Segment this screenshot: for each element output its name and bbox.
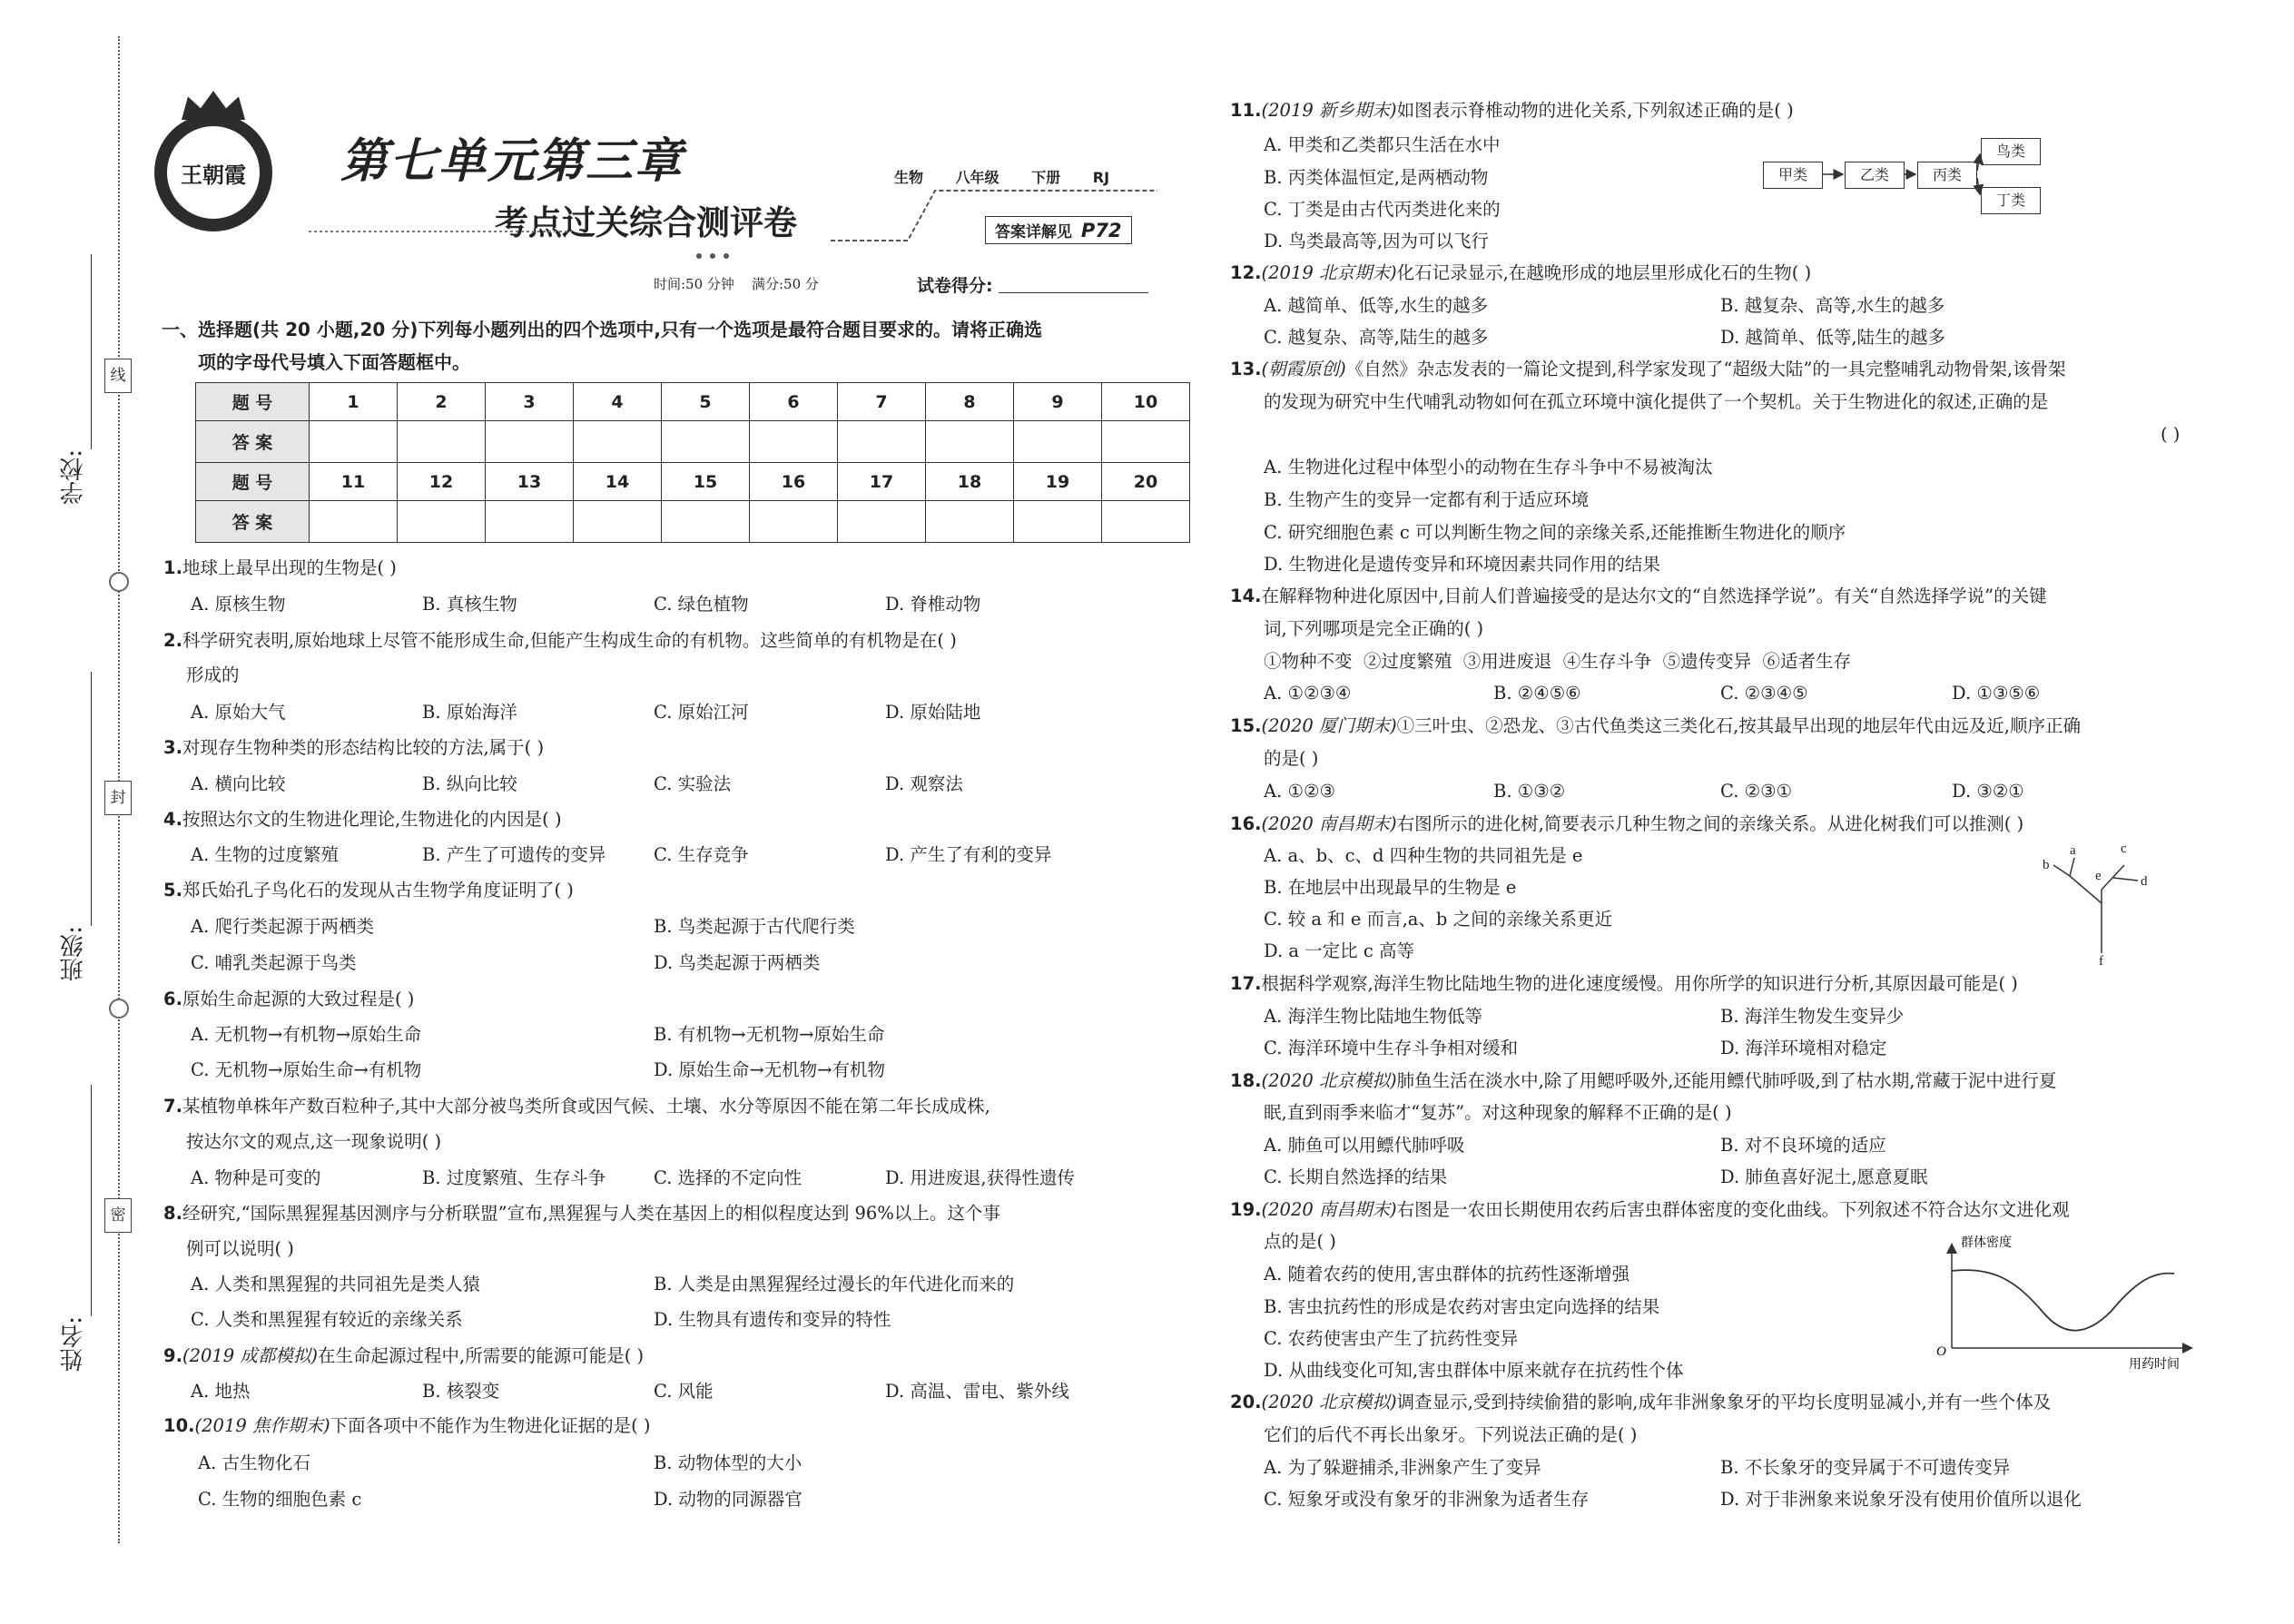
q9-option-b[interactable]: B. 核裂变 bbox=[422, 1381, 500, 1402]
answer-cell[interactable] bbox=[398, 421, 486, 463]
q9-option-a[interactable]: A. 地热 bbox=[191, 1381, 251, 1402]
q19-option-a[interactable]: A. 随着农药的使用,害虫群体的抗药性逐渐增强 bbox=[1264, 1264, 1630, 1284]
q11-option-b[interactable]: B. 丙类体温恒定,是两栖动物 bbox=[1264, 167, 1489, 188]
school-blank-line[interactable] bbox=[91, 254, 92, 449]
q6-option-c[interactable]: C. 无机物→原始生命→有机物 bbox=[191, 1059, 422, 1080]
q6-option-b[interactable]: B. 有机物→无机物→原始生命 bbox=[654, 1024, 885, 1045]
q17-option-a[interactable]: A. 海洋生物比陆地生物低等 bbox=[1264, 1006, 1482, 1027]
tag-subject: 生物 bbox=[894, 169, 924, 186]
q2-option-b[interactable]: B. 原始海洋 bbox=[422, 702, 517, 723]
table-cell-num: 20 bbox=[1102, 463, 1190, 501]
answer-cell[interactable] bbox=[1102, 501, 1190, 543]
question-2-cont: 形成的 bbox=[186, 664, 240, 685]
q13-option-c[interactable]: C. 研究细胞色素 c 可以判断生物之间的亲缘关系,还能推断生物进化的顺序 bbox=[1264, 522, 1846, 543]
q5-option-a[interactable]: A. 爬行类起源于两栖类 bbox=[191, 916, 374, 937]
answer-cell[interactable] bbox=[1102, 421, 1190, 463]
question-10: 10.(2019 焦作期末)下面各项中不能作为生物进化证据的是( ) bbox=[163, 1415, 651, 1436]
q4-option-c[interactable]: C. 生存竞争 bbox=[654, 844, 749, 865]
q10-option-b[interactable]: B. 动物体型的大小 bbox=[654, 1452, 802, 1473]
answer-cell[interactable] bbox=[926, 501, 1014, 543]
question-8-cont: 例可以说明( ) bbox=[186, 1238, 294, 1259]
node-bing: 丙类 bbox=[1917, 162, 1977, 189]
q4-option-a[interactable]: A. 生物的过度繁殖 bbox=[191, 844, 339, 865]
q19-option-d[interactable]: D. 从曲线变化可知,害虫群体中原来就存在抗药性个体 bbox=[1264, 1360, 1684, 1381]
q13-option-d[interactable]: D. 生物进化是遗传变异和环境因素共同作用的结果 bbox=[1264, 554, 1660, 575]
tree-label-d: d bbox=[2141, 874, 2148, 889]
q12-option-b[interactable]: B. 越复杂、高等,水生的越多 bbox=[1720, 295, 1945, 316]
answer-cell[interactable] bbox=[574, 501, 662, 543]
answer-page: P72 bbox=[1080, 220, 1122, 241]
table-header-num: 题 号 bbox=[196, 383, 310, 421]
q1-option-a[interactable]: A. 原核生物 bbox=[191, 594, 286, 615]
answer-cell[interactable] bbox=[838, 421, 926, 463]
question-1: 1.地球上最早出现的生物是( ) bbox=[163, 557, 397, 578]
answer-cell[interactable] bbox=[1014, 501, 1102, 543]
class-label: 班级: bbox=[60, 926, 87, 981]
time-info: 时间:50 分钟 满分:50 分 bbox=[654, 276, 819, 292]
question-11: 11.(2019 新乡期末)如图表示脊椎动物的进化关系,下列叙述正确的是( ) bbox=[1230, 100, 1794, 121]
tag-volume: 下册 bbox=[1031, 169, 1061, 186]
answer-cell[interactable] bbox=[486, 501, 574, 543]
q11-option-a[interactable]: A. 甲类和乙类都只生活在水中 bbox=[1264, 134, 1501, 155]
q20-option-c[interactable]: C. 短象牙或没有象牙的非洲象为适者生存 bbox=[1264, 1489, 1590, 1510]
q18-option-a[interactable]: A. 肺鱼可以用鳔代肺呼吸 bbox=[1264, 1135, 1465, 1156]
table-cell-num: 3 bbox=[486, 383, 574, 421]
table-cell-num: 1 bbox=[310, 383, 398, 421]
answer-cell[interactable] bbox=[838, 501, 926, 543]
question-4: 4.按照达尔文的生物进化理论,生物进化的内因是( ) bbox=[163, 809, 562, 830]
table-cell-num: 14 bbox=[574, 463, 662, 501]
q2-option-d[interactable]: D. 原始陆地 bbox=[885, 702, 981, 723]
q5-option-c[interactable]: C. 哺乳类起源于鸟类 bbox=[191, 952, 357, 973]
q8-option-a[interactable]: A. 人类和黑猩猩的共同祖先是类人猿 bbox=[191, 1274, 480, 1294]
question-7: 7.某植物单株年产数百粒种子,其中大部分被鸟类所食或因气候、土壤、水分等原因不能在第二年长成成株, bbox=[163, 1096, 990, 1117]
question-2: 2.科学研究表明,原始地球上尽管不能形成生命,但能产生构成生命的有机物。这些简单的有机物是在( ) bbox=[163, 630, 957, 651]
question-5: 5.郑氏始孔子鸟化石的发现从古生物学角度证明了( ) bbox=[163, 880, 574, 901]
table-cell-num: 6 bbox=[750, 383, 838, 421]
q12-option-a[interactable]: A. 越简单、低等,水生的越多 bbox=[1264, 295, 1489, 316]
q7-option-b[interactable]: B. 过度繁殖、生存斗争 bbox=[422, 1167, 606, 1188]
answer-cell[interactable] bbox=[398, 501, 486, 543]
q13-option-b[interactable]: B. 生物产生的变异一定都有利于适应环境 bbox=[1264, 489, 1590, 510]
table-header-answer: 答 案 bbox=[196, 501, 310, 543]
q7-option-d[interactable]: D. 用进废退,获得性遗传 bbox=[885, 1167, 1076, 1188]
page-title: 第七单元第三章 bbox=[340, 134, 684, 189]
q7-option-c[interactable]: C. 选择的不定向性 bbox=[654, 1167, 802, 1188]
q4-option-b[interactable]: B. 产生了可遗传的变异 bbox=[422, 844, 606, 865]
question-18: 18.(2020 北京模拟)肺鱼生活在淡水中,除了用鳃呼吸外,还能用鳔代肺呼吸,到了枯水期,常藏于泥中进行夏 bbox=[1230, 1070, 2057, 1091]
seal-mark-xian: 线 bbox=[104, 359, 132, 393]
table-cell-num: 19 bbox=[1014, 463, 1102, 501]
question-13-cont: 的发现为研究中生代哺乳动物如何在孤立环境中演化提供了一个契机。关于生物进化的叙述,正确的是 bbox=[1264, 391, 2049, 412]
answer-cell[interactable] bbox=[310, 421, 398, 463]
q16-option-b[interactable]: B. 在地层中出现最早的生物是 e bbox=[1264, 877, 1517, 898]
binding-hole-icon bbox=[109, 999, 129, 1019]
question-19-cont: 点的是( ) bbox=[1264, 1231, 1336, 1252]
tree-label-c: c bbox=[2121, 842, 2127, 856]
q6-option-a[interactable]: A. 无机物→有机物→原始生命 bbox=[191, 1024, 422, 1045]
logo-text: 王朝霞 bbox=[181, 162, 246, 188]
q16-option-d[interactable]: D. a 一定比 c 高等 bbox=[1264, 940, 1414, 961]
q14-option-c[interactable]: C. ②③④⑤ bbox=[1720, 683, 1808, 704]
q10-option-d[interactable]: D. 动物的同源器官 bbox=[654, 1489, 802, 1510]
tree-label-b: b bbox=[2043, 858, 2050, 872]
table-cell-num: 15 bbox=[662, 463, 750, 501]
section-heading: 一、选择题(共 20 小题,20 分)下列每小题列出的四个选项中,只有一个选项是最符合题目要求的。请将正确选 项的字母代号填入下面答题框中。 bbox=[162, 319, 1043, 373]
q2-option-a[interactable]: A. 原始大气 bbox=[191, 702, 286, 723]
table-cell-num: 11 bbox=[310, 463, 398, 501]
question-19: 19.(2020 南昌期末)右图是一农田长期使用农药后害虫群体密度的变化曲线。下列叙述不符合达尔文进化观 bbox=[1230, 1199, 2070, 1220]
q8-option-c[interactable]: C. 人类和黑猩猩有较近的亲缘关系 bbox=[191, 1309, 463, 1330]
question-12: 12.(2019 北京期末)化石记录显示,在越晚形成的地层里形成化石的生物( ) bbox=[1230, 262, 1812, 283]
answer-cell[interactable] bbox=[750, 501, 838, 543]
table-cell-num: 10 bbox=[1102, 383, 1190, 421]
question-9: 9.(2019 成都模拟)在生命起源过程中,所需要的能源可能是( ) bbox=[163, 1345, 645, 1366]
school-label: 学校: bbox=[60, 449, 87, 505]
question-14-items: ①物种不变 ②过度繁殖 ③用进废退 ④生存斗争 ⑤遗传变异 ⑥适者生存 bbox=[1264, 651, 1851, 672]
q9-option-c[interactable]: C. 风能 bbox=[654, 1381, 714, 1402]
question-6: 6.原始生命起源的大致过程是( ) bbox=[163, 989, 415, 1009]
score-blank[interactable] bbox=[999, 292, 1148, 293]
q2-option-c[interactable]: C. 原始江河 bbox=[654, 702, 749, 723]
tree-label-f: f bbox=[2099, 954, 2103, 967]
question-7-cont: 按达尔文的观点,这一现象说明( ) bbox=[186, 1131, 442, 1152]
table-cell-num: 16 bbox=[750, 463, 838, 501]
answer-cell[interactable] bbox=[574, 421, 662, 463]
question-20-cont: 它们的后代不再长出象牙。下列说法正确的是( ) bbox=[1264, 1424, 1638, 1445]
q19-option-b[interactable]: B. 害虫抗药性的形成是农药对害虫定向选择的结果 bbox=[1264, 1296, 1660, 1317]
q17-option-b[interactable]: B. 海洋生物发生变异少 bbox=[1720, 1006, 1905, 1027]
answer-cell[interactable] bbox=[750, 421, 838, 463]
table-cell-num: 17 bbox=[838, 463, 926, 501]
table-cell-num: 4 bbox=[574, 383, 662, 421]
answer-cell[interactable] bbox=[310, 501, 398, 543]
curve-origin: O bbox=[1936, 1344, 1946, 1359]
curve-xlabel: 用药时间 bbox=[2129, 1358, 2180, 1372]
question-15: 15.(2020 厦门期末)①三叶虫、②恐龙、③古代鱼类这三类化石,按其最早出现的地层年代由远及近,顺序正确 bbox=[1230, 715, 2081, 736]
question-8: 8.经研究,“国际黑猩猩基因测序与分析联盟”宣布,黑猩猩与人类在基因上的相似程度达到 96%以上。这个事 bbox=[163, 1203, 1000, 1224]
q15-option-c[interactable]: C. ②③① bbox=[1720, 781, 1793, 802]
answer-cell[interactable] bbox=[662, 501, 750, 543]
q15-option-d[interactable]: D. ③②① bbox=[1952, 781, 2024, 802]
q8-option-d[interactable]: D. 生物具有遗传和变异的特性 bbox=[654, 1309, 891, 1330]
q7-option-a[interactable]: A. 物种是可变的 bbox=[191, 1167, 321, 1188]
answer-cell[interactable] bbox=[662, 421, 750, 463]
evo-chain-arrows bbox=[1757, 127, 2047, 227]
q6-option-d[interactable]: D. 原始生命→无机物→有机物 bbox=[654, 1059, 886, 1080]
table-header-num: 题 号 bbox=[196, 463, 310, 501]
q1-option-b[interactable]: B. 真核生物 bbox=[422, 594, 517, 615]
tree-label-e: e bbox=[2095, 869, 2102, 883]
q3-option-b[interactable]: B. 纵向比较 bbox=[422, 773, 517, 794]
question-18-cont: 眠,直到雨季来临才“复苏”。对这种现象的解释不正确的是( ) bbox=[1264, 1102, 1732, 1123]
q10-option-c[interactable]: C. 生物的细胞色素 c bbox=[198, 1489, 362, 1510]
q17-option-d[interactable]: D. 海洋环境相对稳定 bbox=[1720, 1038, 1887, 1058]
question-20: 20.(2020 北京模拟)调查显示,受到持续偷猎的影响,成年非洲象象牙的平均长度明显减小,并有一些个体及 bbox=[1230, 1392, 2052, 1412]
q3-option-c[interactable]: C. 实验法 bbox=[654, 773, 732, 794]
q10-option-a[interactable]: A. 古生物化石 bbox=[198, 1452, 310, 1473]
node-ding: 丁类 bbox=[1981, 187, 2041, 214]
q14-option-d[interactable]: D. ①③⑤⑥ bbox=[1952, 683, 2041, 704]
q12-option-c[interactable]: C. 越复杂、高等,陆生的越多 bbox=[1264, 327, 1489, 348]
table-cell-num: 12 bbox=[398, 463, 486, 501]
question-13: 13.(朝霞原创)《自然》杂志发表的一篇论文提到,科学家发现了“超级大陆”的一具完整哺乳动物骨架,该骨架 bbox=[1230, 359, 2066, 379]
q20-option-a[interactable]: A. 为了躲避捕杀,非洲象产生了变异 bbox=[1264, 1457, 1541, 1478]
evolution-tree-figure bbox=[2024, 840, 2161, 967]
node-niao: 鸟类 bbox=[1981, 138, 2041, 165]
q4-option-d[interactable]: D. 产生了有利的变异 bbox=[885, 844, 1052, 865]
table-cell-num: 8 bbox=[926, 383, 1014, 421]
q15-option-b[interactable]: B. ①③② bbox=[1493, 781, 1566, 802]
binding-hole-icon bbox=[109, 572, 129, 592]
q8-option-b[interactable]: B. 人类是由黑猩猩经过漫长的年代进化而来的 bbox=[654, 1274, 1015, 1294]
q20-option-b[interactable]: B. 不长象牙的变异属于不可遗传变异 bbox=[1720, 1457, 2011, 1478]
q18-option-c[interactable]: C. 长期自然选择的结果 bbox=[1264, 1166, 1448, 1187]
seal-mark-mi: 密 bbox=[104, 1198, 132, 1233]
curve-ylabel: 群体密度 bbox=[1961, 1236, 2012, 1250]
page-subtitle: 考点过关综合测评卷 bbox=[495, 202, 797, 242]
q20-option-d[interactable]: D. 对于非洲象来说象牙没有使用价值所以退化 bbox=[1720, 1489, 2082, 1510]
logo-crown-icon bbox=[182, 91, 245, 120]
tag-grade: 八年级 bbox=[955, 169, 999, 186]
answer-cell[interactable] bbox=[926, 421, 1014, 463]
course-tags bbox=[894, 166, 1109, 187]
table-cell-num: 9 bbox=[1014, 383, 1102, 421]
tree-label-a: a bbox=[2070, 843, 2076, 858]
q1-option-d[interactable]: D. 脊椎动物 bbox=[885, 594, 981, 615]
q1-option-c[interactable]: C. 绿色植物 bbox=[654, 594, 749, 615]
q5-option-b[interactable]: B. 鸟类起源于古代爬行类 bbox=[654, 916, 855, 937]
q14-option-a[interactable]: A. ①②③④ bbox=[1264, 683, 1352, 704]
brand-logo bbox=[154, 113, 272, 231]
table-cell-num: 5 bbox=[662, 383, 750, 421]
table-header-answer: 答 案 bbox=[196, 421, 310, 463]
question-14: 14.在解释物种进化原因中,目前人们普遍接受的是达尔文的“自然选择学说”。有关“自然选择学说”的关键 bbox=[1230, 586, 2047, 606]
q3-option-d[interactable]: D. 观察法 bbox=[885, 773, 963, 794]
pest-density-curve-figure bbox=[1929, 1230, 2201, 1375]
question-13-paren: ( ) bbox=[2161, 424, 2181, 445]
q9-option-d[interactable]: D. 高温、雷电、紫外线 bbox=[885, 1381, 1069, 1402]
answer-reference-box: 答案详解见 P72 bbox=[985, 216, 1132, 244]
q11-option-d[interactable]: D. 鸟类最高等,因为可以飞行 bbox=[1264, 231, 1490, 251]
name-label: 姓名: bbox=[60, 1316, 87, 1372]
q19-option-c[interactable]: C. 农药使害虫产生了抗药性变异 bbox=[1264, 1328, 1519, 1349]
q15-option-a[interactable]: A. ①②③ bbox=[1264, 781, 1335, 802]
table-cell-num: 2 bbox=[398, 383, 486, 421]
question-3: 3.对现存生物种类的形态结构比较的方法,属于( ) bbox=[163, 737, 545, 758]
question-17: 17.根据科学观察,海洋生物比陆地生物的进化速度缓慢。用你所学的知识进行分析,其原因最可能是( ) bbox=[1230, 973, 2018, 994]
answer-cell[interactable] bbox=[1014, 421, 1102, 463]
question-15-cont: 的是( ) bbox=[1264, 748, 1319, 769]
q5-option-d[interactable]: D. 鸟类起源于两栖类 bbox=[654, 952, 821, 973]
q16-option-a[interactable]: A. a、b、c、d 四种生物的共同祖先是 e bbox=[1264, 845, 1583, 866]
answer-table bbox=[195, 382, 1190, 543]
score-label: 试卷得分: bbox=[917, 276, 993, 296]
q12-option-d[interactable]: D. 越简单、低等,陆生的越多 bbox=[1720, 327, 1946, 348]
q11-option-c[interactable]: C. 丁类是由古代丙类进化来的 bbox=[1264, 199, 1501, 220]
q14-option-b[interactable]: B. ②④⑤⑥ bbox=[1493, 683, 1581, 704]
node-jia: 甲类 bbox=[1763, 162, 1823, 189]
table-cell-num: 13 bbox=[486, 463, 574, 501]
class-blank-line[interactable] bbox=[91, 672, 92, 926]
q13-option-a[interactable]: A. 生物进化过程中体型小的动物在生存斗争中不易被淘汰 bbox=[1264, 457, 1713, 477]
seal-mark-feng: 封 bbox=[104, 781, 132, 815]
q17-option-c[interactable]: C. 海洋环境中生存斗争相对缓和 bbox=[1264, 1038, 1519, 1058]
name-blank-line[interactable] bbox=[91, 1085, 92, 1316]
q18-option-d[interactable]: D. 肺鱼喜好泥土,愿意夏眠 bbox=[1720, 1166, 1928, 1187]
answer-cell[interactable] bbox=[486, 421, 574, 463]
tag-edition: RJ bbox=[1092, 169, 1110, 186]
question-16: 16.(2020 南昌期末)右图所示的进化树,简要表示几种生物之间的亲缘关系。从进化树我们可以推测( ) bbox=[1230, 813, 2024, 834]
table-cell-num: 18 bbox=[926, 463, 1014, 501]
table-cell-num: 7 bbox=[838, 383, 926, 421]
q18-option-b[interactable]: B. 对不良环境的适应 bbox=[1720, 1135, 1886, 1156]
q3-option-a[interactable]: A. 横向比较 bbox=[191, 773, 286, 794]
node-yi: 乙类 bbox=[1845, 162, 1905, 189]
q16-option-c[interactable]: C. 较 a 和 e 而言,a、b 之间的亲缘关系更近 bbox=[1264, 909, 1613, 930]
question-14-cont: 词,下列哪项是完全正确的( ) bbox=[1264, 618, 1484, 639]
